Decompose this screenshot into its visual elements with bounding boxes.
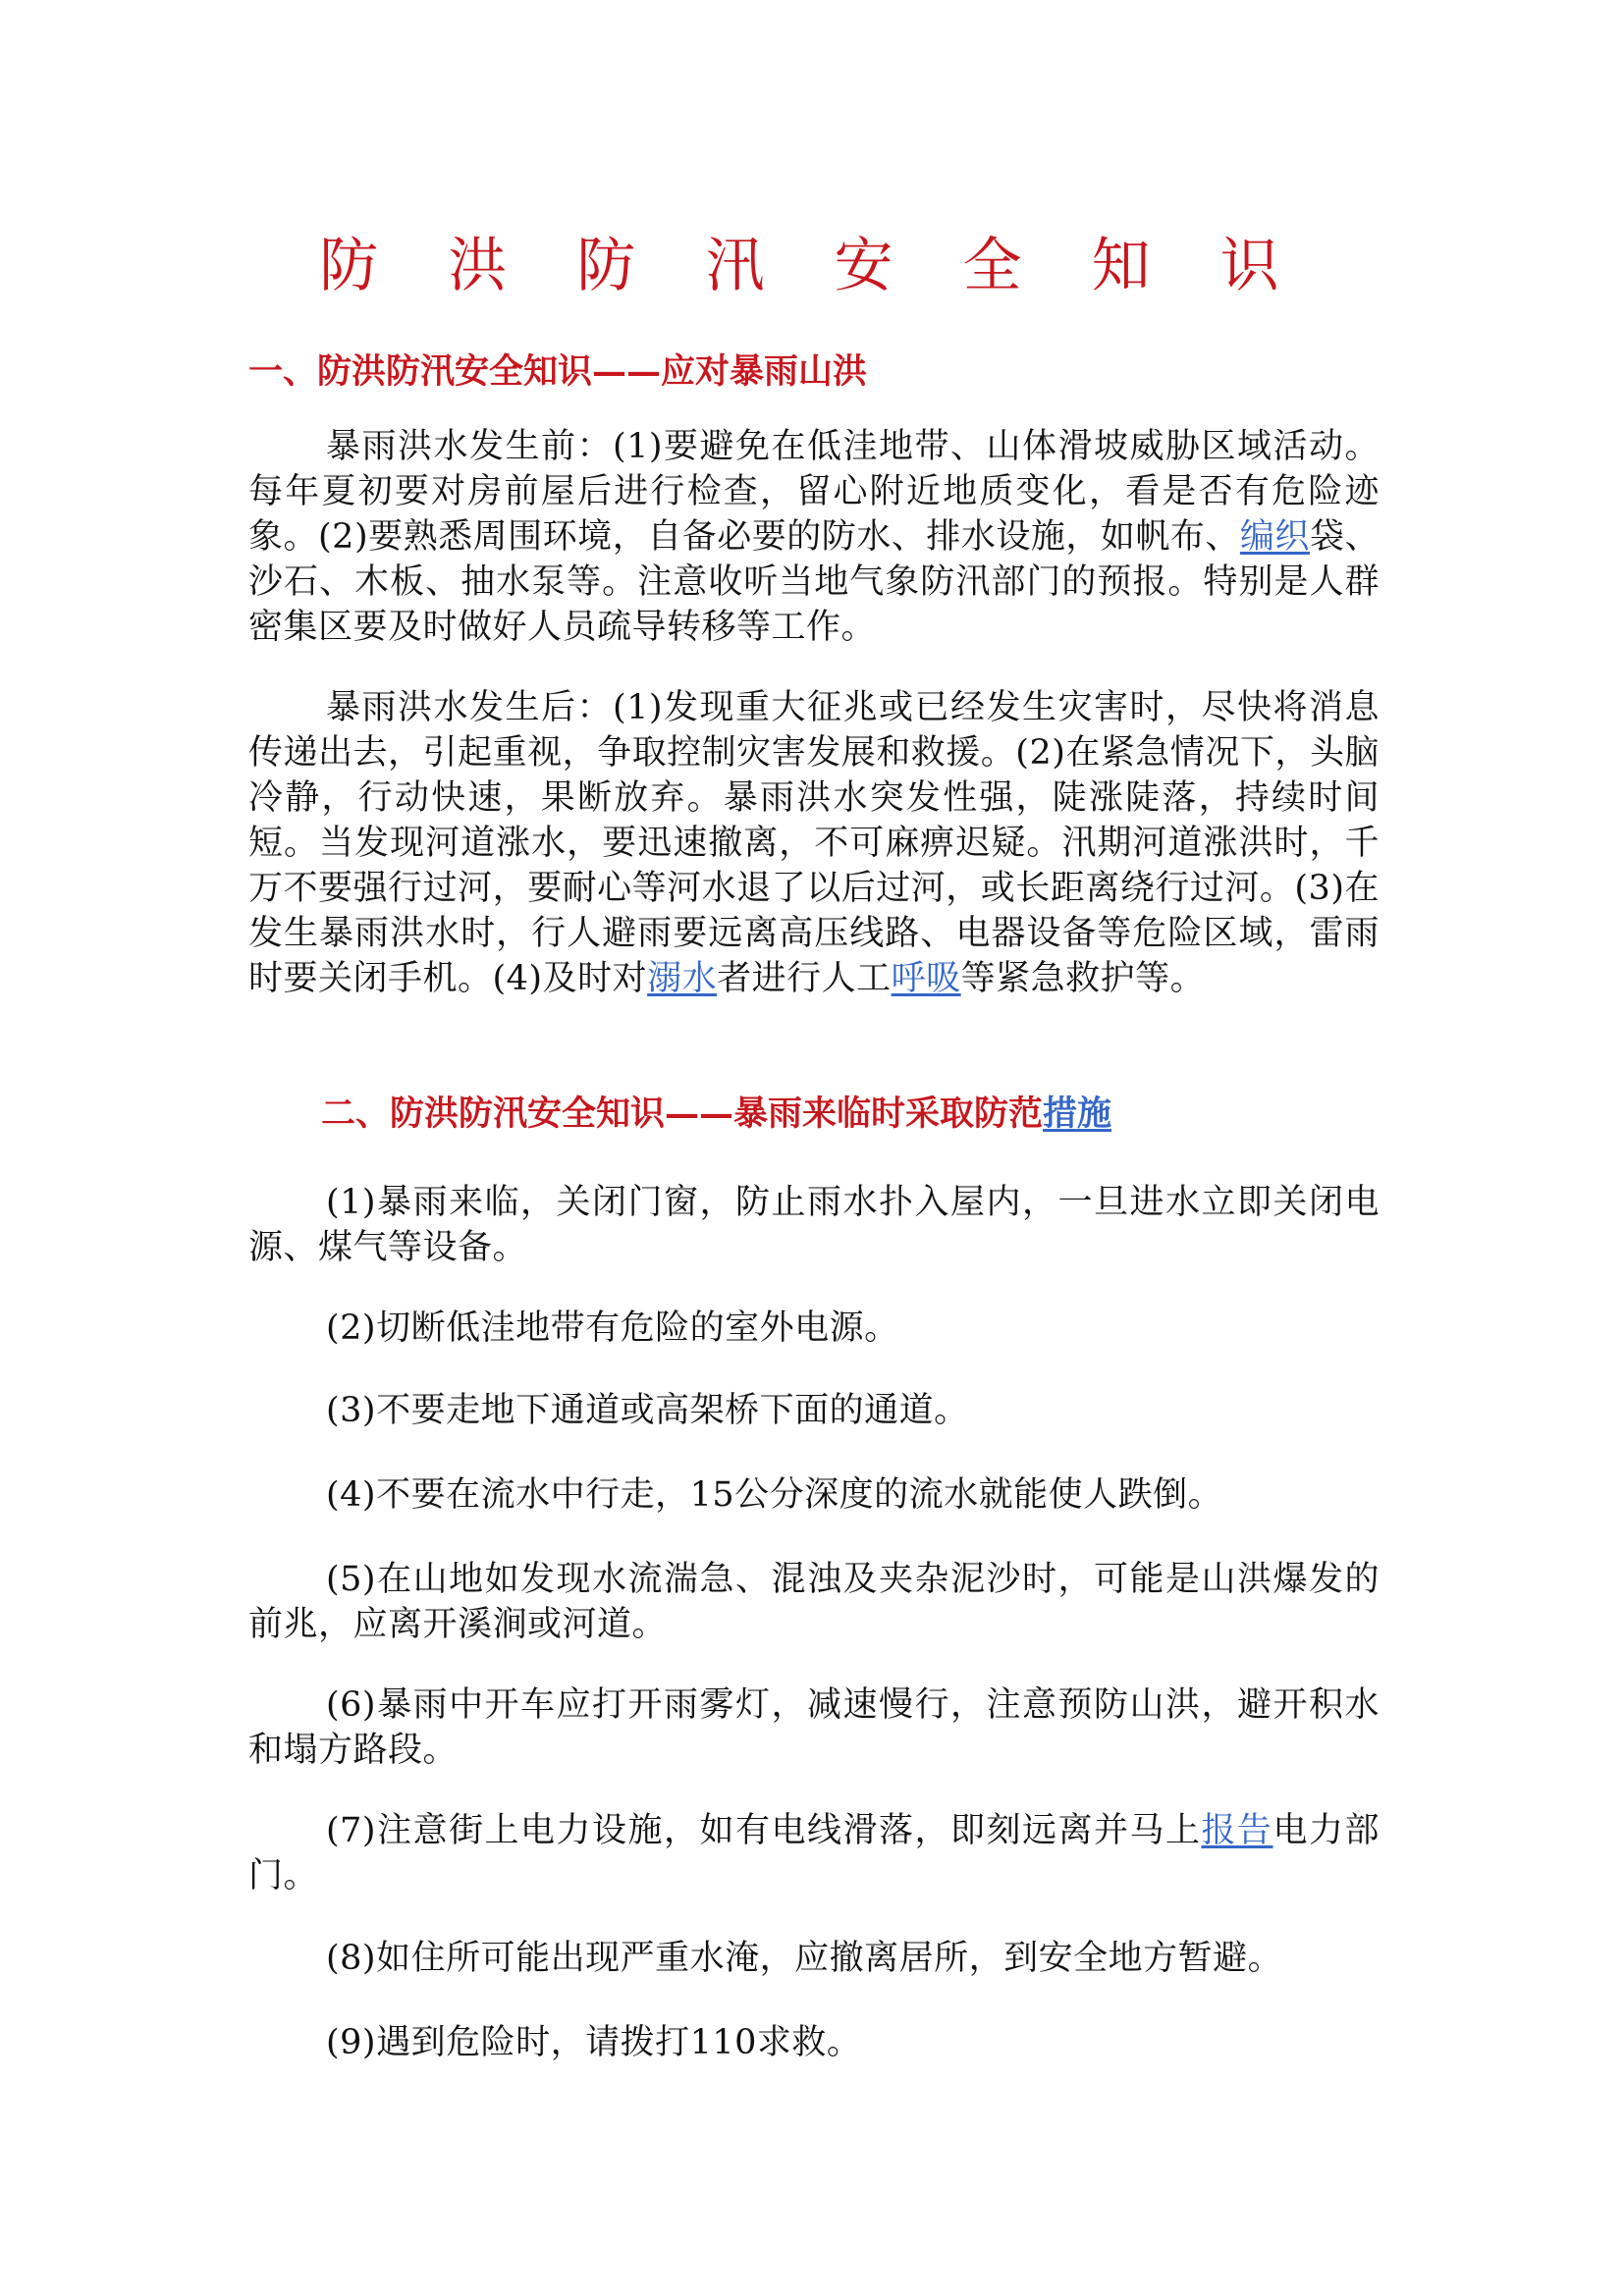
paragraph-text: 等紧急救护等。: [960, 959, 1206, 998]
list-item: (2)切断低洼地带有危险的室外电源。: [326, 1308, 899, 1348]
list-item: (8)如住所可能出现严重水淹，应撤离居所，到安全地方暂避。: [326, 1939, 1283, 1978]
paragraph-text: 袋、沙石、木板、抽水泵等。注意收听当地气象防汛部门的预报。特别是人群密集区要及时做好人员疏导转移等工作。: [248, 517, 1380, 647]
list-item: (9)遇到危险时，请拨打110求救。: [326, 2023, 862, 2062]
link-cuoshi[interactable]: 措施: [1043, 1094, 1112, 1134]
paragraph-before-flood: [248, 424, 1380, 650]
paragraph-text: 暴雨洪水发生后：(1)发现重大征兆或已经发生灾害时，尽快将消息传递出去，引起重视，争取控制灾害发展和救援。(2)在紧急情况下，头脑冷静，行动快速，果断放弃。暴雨洪水突发性强，陡涨陡落，持续时间短。当发现河道涨水，要迅速撤离，不可麻痹迟疑。汛期河道涨洪时，千万不要强行过河，要耐心等河水退了以后过河，或长距离绕行过河。(3)在发生暴雨洪水时，行人避雨要远离高压线路、电器设备等危险区域，雷雨时要关闭手机。(4)及时对: [248, 688, 1380, 998]
link-baogao[interactable]: 报告: [1201, 1811, 1273, 1850]
list-item: (5)在山地如发现水流湍急、混浊及夹杂泥沙时，可能是山洪爆发的前兆，应离开溪涧或河道。: [248, 1560, 1380, 1644]
item-text: 电力部门。: [248, 1811, 1380, 1896]
link-huxi[interactable]: 呼吸: [891, 959, 961, 998]
list-item: (1)暴雨来临，关闭门窗，防止雨水扑入屋内，一旦进水立即关闭电源、煤气等设备。: [248, 1183, 1380, 1267]
link-bianzhi[interactable]: 编织: [1239, 517, 1310, 557]
list-item: (4)不要在流水中行走，15公分深度的流水就能使人跌倒。: [326, 1475, 1223, 1515]
section-heading-2: [321, 1090, 1111, 1139]
item-text: (7)注意街上电力设施，如有电线滑落，即刻远离并马上: [326, 1811, 1202, 1850]
list-item: [248, 1808, 1380, 1898]
page-title: 防 洪 防 汛 安 全 知 识: [319, 232, 1305, 300]
list-item: (6)暴雨中开车应打开雨雾灯，减速慢行，注意预防山洪，避开积水和塌方路段。: [248, 1685, 1380, 1770]
paragraph-after-flood: [248, 685, 1380, 1001]
list-item: (3)不要走地下通道或高架桥下面的通道。: [326, 1391, 969, 1430]
heading-text: 二、防洪防汛安全知识——暴雨来临时采取防范: [321, 1094, 1044, 1134]
link-nishui[interactable]: 溺水: [647, 959, 718, 998]
paragraph-text: 暴雨洪水发生前：(1)要避免在低洼地带、山体滑坡威胁区域活动。每年夏初要对房前屋后进行检查，留心附近地质变化，看是否有危险迹象。(2)要熟悉周围环境，自备必要的防水、排水设施，如帆布、: [248, 427, 1380, 557]
section-heading-1: 一、防洪防汛安全知识——应对暴雨山洪: [248, 351, 868, 392]
paragraph-text: 者进行人工: [717, 959, 892, 998]
